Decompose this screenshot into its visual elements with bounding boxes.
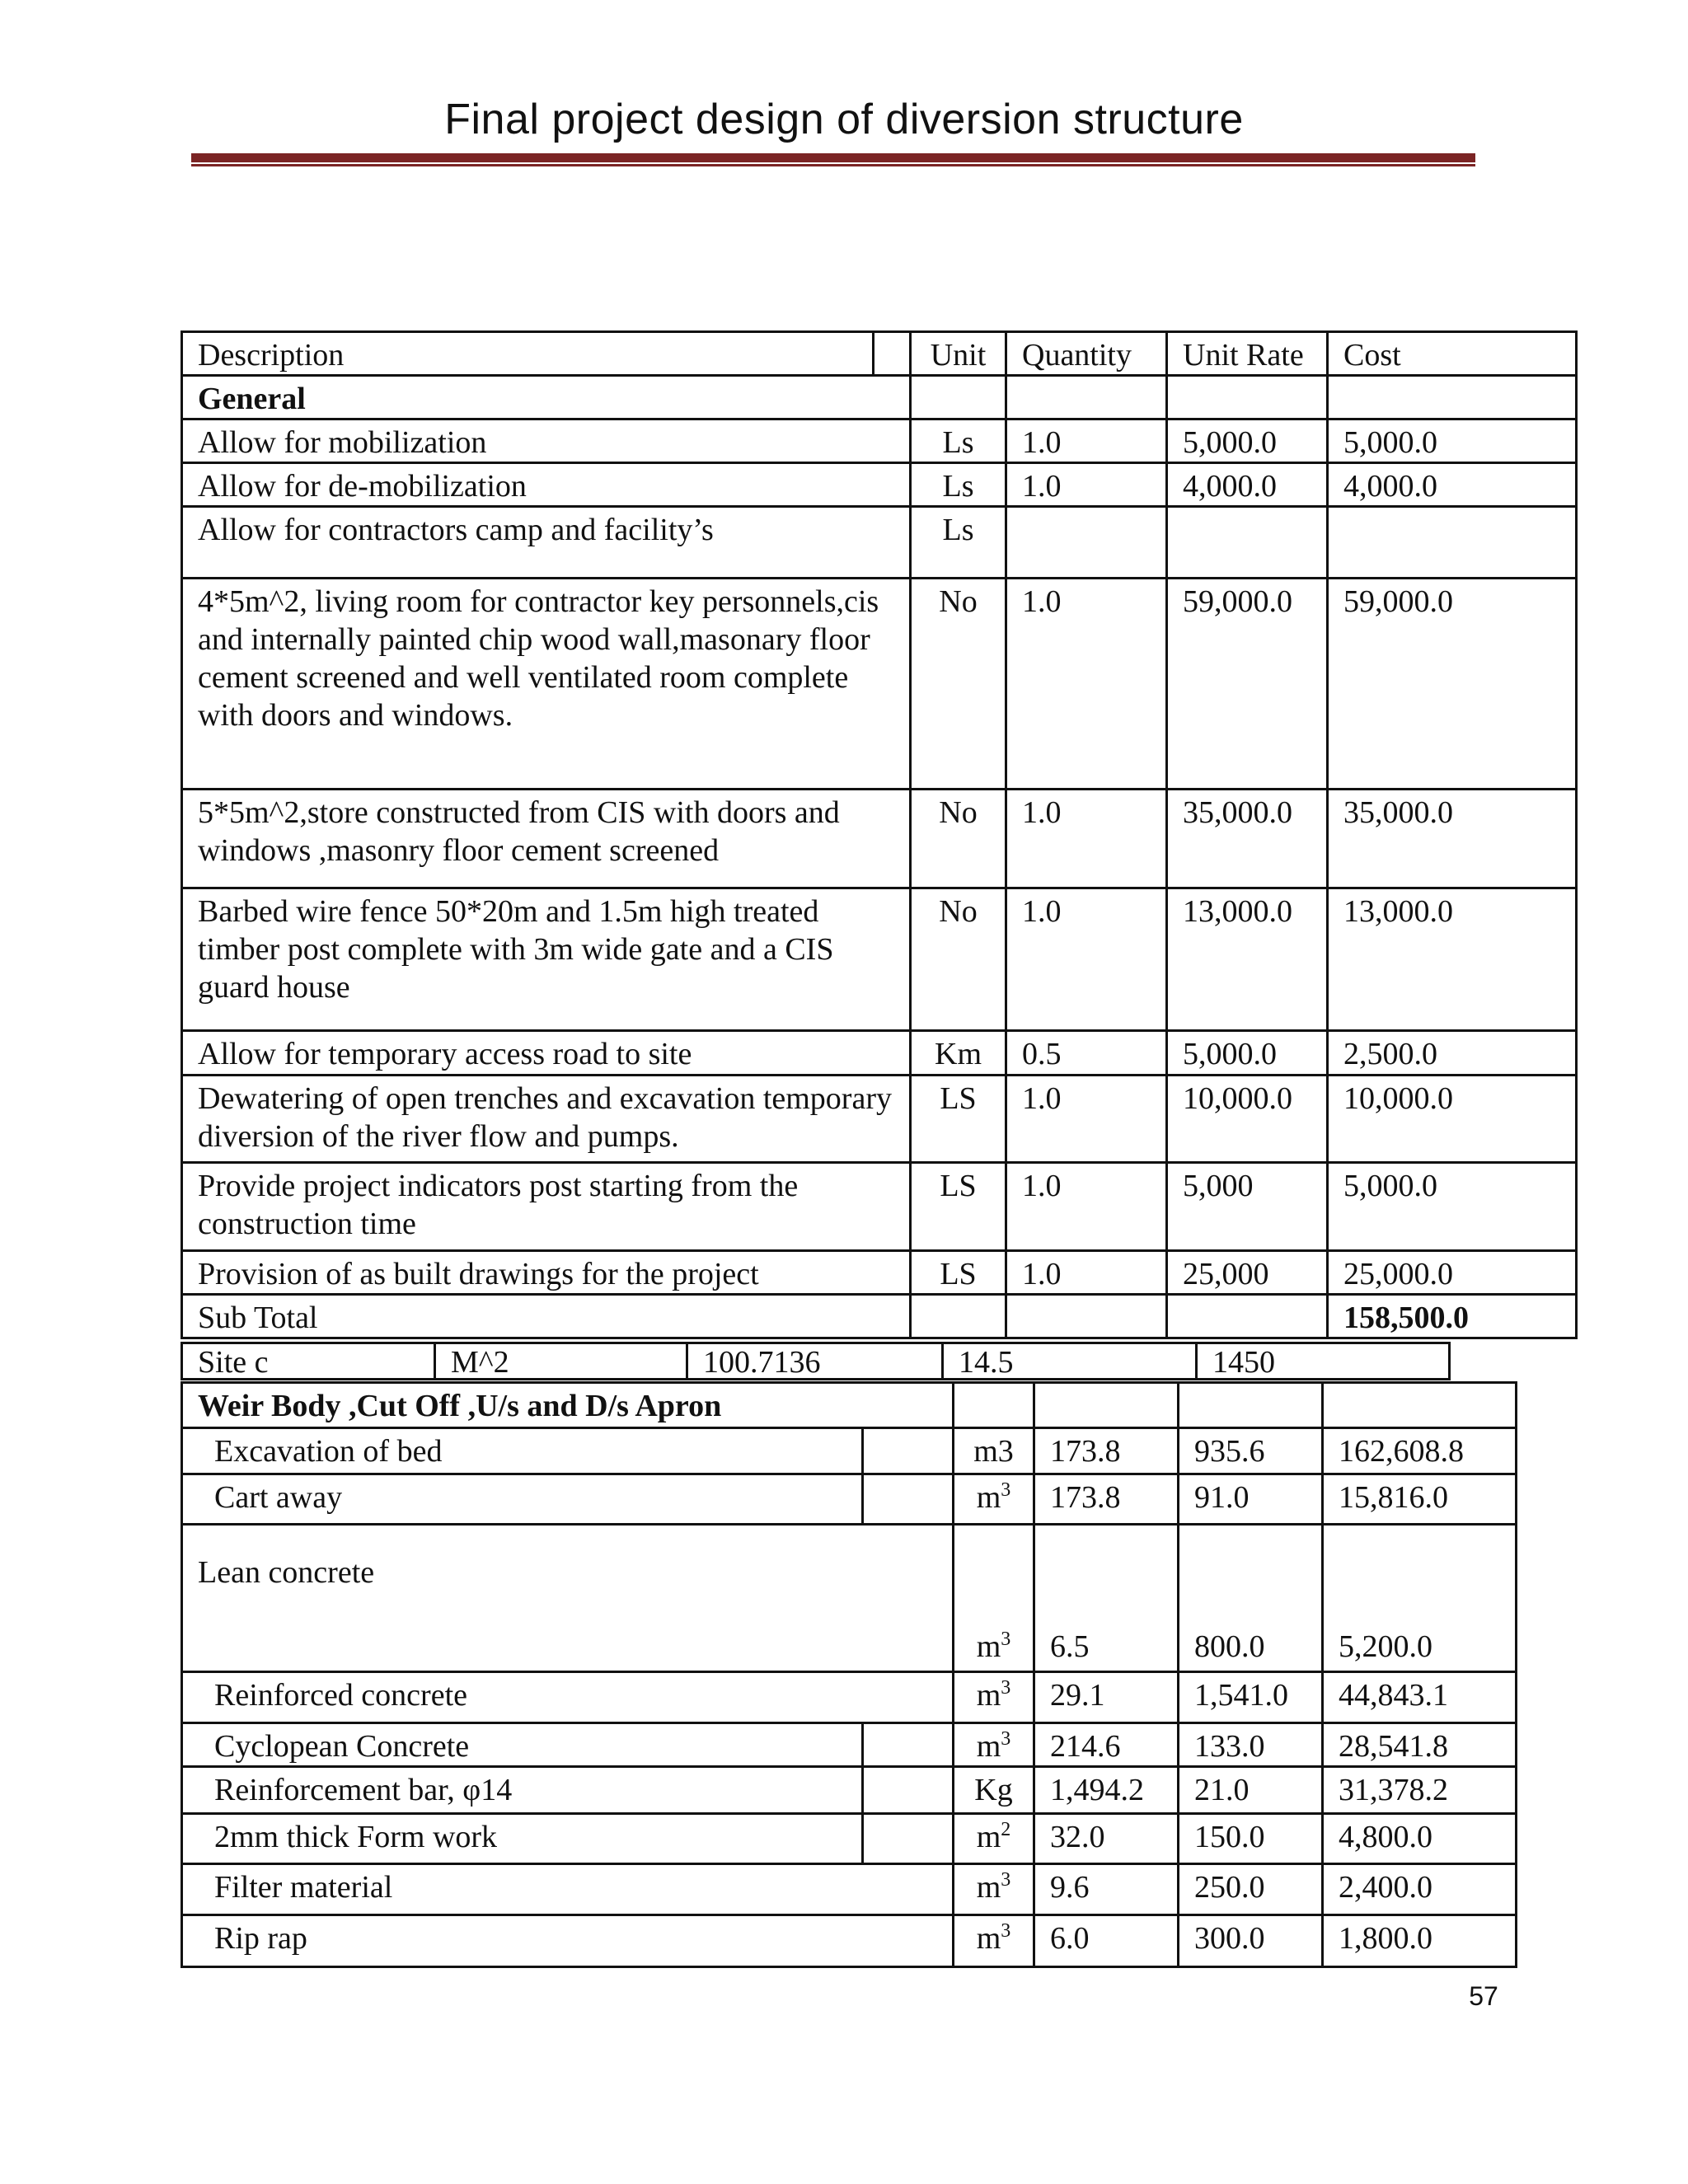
site-unit-rate: 14.5 — [941, 1342, 1198, 1380]
row-description: Lean concrete — [182, 1525, 954, 1672]
row-quantity: 1.0 — [1006, 888, 1167, 1031]
row-quantity: 1.0 — [1006, 1251, 1167, 1295]
row-cost: 35,000.0 — [1328, 790, 1577, 888]
row-cost: 162,608.8 — [1323, 1428, 1517, 1474]
table-row — [182, 1723, 1517, 1767]
row-description: Allow for temporary access road to site — [182, 1031, 911, 1076]
row-unit-rate: 935.6 — [1179, 1428, 1323, 1474]
row-unit-rate: 25,000 — [1167, 1251, 1328, 1295]
table-row — [182, 507, 1577, 579]
row-quantity: 32.0 — [1034, 1814, 1179, 1864]
row-unit-rate: 21.0 — [1179, 1767, 1323, 1814]
row-unit: $m^2$ — [954, 1814, 1034, 1864]
row-description: Excavation of bed — [182, 1428, 863, 1474]
row-quantity: 214.6 — [1034, 1723, 1179, 1767]
row-unit: LS — [911, 1251, 1006, 1295]
row-unit: No — [911, 790, 1006, 888]
row-cost: 10,000.0 — [1328, 1076, 1577, 1163]
row-unit-rate: 35,000.0 — [1167, 790, 1328, 888]
row-unit: Ls — [911, 419, 1006, 463]
site-cost: 1450 — [1195, 1342, 1451, 1380]
row-unit-rate: 5,000.0 — [1167, 419, 1328, 463]
row-description: Filter material — [182, 1864, 954, 1915]
site-clearing-row — [181, 1342, 1465, 1383]
row-unit: LS — [911, 1163, 1006, 1251]
row-description: Provision of as built drawings for the project — [182, 1251, 911, 1295]
site-description: Site c — [181, 1342, 436, 1380]
row-quantity: 9.6 — [1034, 1864, 1179, 1915]
row-description: Dewatering of open trenches and excavation temporary diversion of the river flow and pumps. — [182, 1076, 911, 1163]
row-quantity: 1.0 — [1006, 579, 1167, 790]
row-unit-rate: 59,000.0 — [1167, 579, 1328, 790]
row-quantity: 1.0 — [1006, 419, 1167, 463]
table-row — [182, 463, 1577, 507]
row-quantity: 173.8 — [1034, 1428, 1179, 1474]
row-cost: 25,000.0 — [1328, 1251, 1577, 1295]
row-unit-rate: 4,000.0 — [1167, 463, 1328, 507]
table-row — [182, 1915, 1517, 1967]
row-unit-rate: 5,000 — [1167, 1163, 1328, 1251]
row-unit-rate: 1,541.0 — [1179, 1672, 1323, 1723]
table-row — [182, 419, 1577, 463]
header-unit: Unit — [911, 332, 1006, 376]
subtotal-cost: 158,500.0 — [1328, 1295, 1577, 1338]
table-row — [182, 1474, 1517, 1525]
table-row — [182, 1864, 1517, 1915]
header-rule-thick — [191, 153, 1475, 162]
cost-table-weir-body — [181, 1381, 1517, 1968]
row-unit: Km — [911, 1031, 1006, 1076]
row-unit: LS — [911, 1076, 1006, 1163]
row-unit: No — [911, 579, 1006, 790]
cost-table-general — [181, 330, 1578, 1339]
site-unit: M^2 — [434, 1342, 688, 1380]
page-header-title: Final project design of diversion structure — [444, 96, 1244, 143]
row-quantity: 173.8 — [1034, 1474, 1179, 1525]
row-unit: No — [911, 888, 1006, 1031]
row-quantity — [1006, 507, 1167, 579]
row-unit-rate: 13,000.0 — [1167, 888, 1328, 1031]
row-unit-rate: 800.0 — [1179, 1525, 1323, 1672]
row-description: 5*5m^2,store constructed from CIS with doors and windows ,masonry floor cement screened — [182, 790, 911, 888]
row-unit: $m^3$ — [954, 1915, 1034, 1967]
row-description: Rip rap — [182, 1915, 954, 1967]
row-cost — [1328, 507, 1577, 579]
row-unit-rate: 300.0 — [1179, 1915, 1323, 1967]
header-spacer — [874, 332, 911, 376]
row-description: Allow for contractors camp and facility’s — [182, 507, 911, 579]
header-unit-rate: Unit Rate — [1167, 332, 1328, 376]
row-unit-rate: 10,000.0 — [1167, 1076, 1328, 1163]
row-unit: $m^3$ — [954, 1864, 1034, 1915]
row-cost: 2,500.0 — [1328, 1031, 1577, 1076]
row-description: Barbed wire fence 50*20m and 1.5m high treated timber post complete with 3m wide gate and a CIS guard house — [182, 888, 911, 1031]
row-cost: 5,000.0 — [1328, 419, 1577, 463]
row-cost: 4,800.0 — [1323, 1814, 1517, 1864]
table-row — [182, 1767, 1517, 1814]
site-quantity: 100.7136 — [686, 1342, 944, 1380]
page-number: 57 — [1469, 1981, 1498, 2011]
row-unit: $m^3$ — [954, 1672, 1034, 1723]
row-unit: Ls — [911, 507, 1006, 579]
row-unit: $m^3$ — [954, 1723, 1034, 1767]
row-quantity: 6.5 — [1034, 1525, 1179, 1672]
row-cost: 28,541.8 — [1323, 1723, 1517, 1767]
row-cost: 4,000.0 — [1328, 463, 1577, 507]
header-rule-thin — [191, 164, 1475, 166]
row-quantity: 1.0 — [1006, 463, 1167, 507]
row-unit-rate: 91.0 — [1179, 1474, 1323, 1525]
row-unit-rate: 250.0 — [1179, 1864, 1323, 1915]
row-unit: Kg — [954, 1767, 1034, 1814]
table-row — [182, 1163, 1577, 1251]
table-row — [182, 1672, 1517, 1723]
header-quantity: Quantity — [1006, 332, 1167, 376]
row-unit: Ls — [911, 463, 1006, 507]
row-cost: 5,000.0 — [1328, 1163, 1577, 1251]
header-cost: Cost — [1328, 332, 1577, 376]
row-quantity: 6.0 — [1034, 1915, 1179, 1967]
row-quantity: 1.0 — [1006, 790, 1167, 888]
row-quantity: 1.0 — [1006, 1076, 1167, 1163]
section-title: General — [182, 376, 911, 419]
subtotal-row — [182, 1295, 1577, 1338]
table-row — [182, 1076, 1577, 1163]
row-description: Reinforcement bar, φ14 — [182, 1767, 863, 1814]
row-description: Cart away — [182, 1474, 863, 1525]
row-description: Allow for mobilization — [182, 419, 911, 463]
row-cost: 2,400.0 — [1323, 1864, 1517, 1915]
subtotal-label: Sub Total — [182, 1295, 911, 1338]
table-header-row — [182, 332, 1577, 376]
row-description: Cyclopean Concrete — [182, 1723, 863, 1767]
row-description: Provide project indicators post starting from the construction time — [182, 1163, 911, 1251]
row-cost: 13,000.0 — [1328, 888, 1577, 1031]
table-row — [182, 1428, 1517, 1474]
row-description: Allow for de-mobilization — [182, 463, 911, 507]
row-description: 4*5m^2, living room for contractor key personnels,cis and internally painted chip wood wall,masonary floor cement screened and well ventilated room complete with doors and windows. — [182, 579, 911, 790]
header-description: Description — [182, 332, 874, 376]
row-cost: 15,816.0 — [1323, 1474, 1517, 1525]
section-row — [182, 1383, 1517, 1428]
row-cost: 44,843.1 — [1323, 1672, 1517, 1723]
row-cost: 59,000.0 — [1328, 579, 1577, 790]
row-unit: m3 — [954, 1428, 1034, 1474]
row-quantity: 1.0 — [1006, 1163, 1167, 1251]
table-row — [182, 888, 1577, 1031]
table-row — [182, 1031, 1577, 1076]
table-row — [182, 790, 1577, 888]
row-unit-rate: 5,000.0 — [1167, 1031, 1328, 1076]
row-description: Reinforced concrete — [182, 1672, 954, 1723]
row-unit-rate — [1167, 507, 1328, 579]
row-cost: 1,800.0 — [1323, 1915, 1517, 1967]
row-unit: $m^3$ — [954, 1525, 1034, 1672]
table-row — [182, 1814, 1517, 1864]
section-title: Weir Body ,Cut Off ,U/s and D/s Apron — [182, 1383, 954, 1428]
row-quantity: 1,494.2 — [1034, 1767, 1179, 1814]
row-cost: 5,200.0 — [1323, 1525, 1517, 1672]
row-quantity: 29.1 — [1034, 1672, 1179, 1723]
row-unit-rate: 133.0 — [1179, 1723, 1323, 1767]
table-row — [182, 1251, 1577, 1295]
table-row — [182, 579, 1577, 790]
row-quantity: 0.5 — [1006, 1031, 1167, 1076]
row-description: 2mm thick Form work — [182, 1814, 863, 1864]
table-row — [182, 1525, 1517, 1672]
row-cost: 31,378.2 — [1323, 1767, 1517, 1814]
row-unit: $m^3$ — [954, 1474, 1034, 1525]
section-row — [182, 376, 1577, 419]
row-unit-rate: 150.0 — [1179, 1814, 1323, 1864]
